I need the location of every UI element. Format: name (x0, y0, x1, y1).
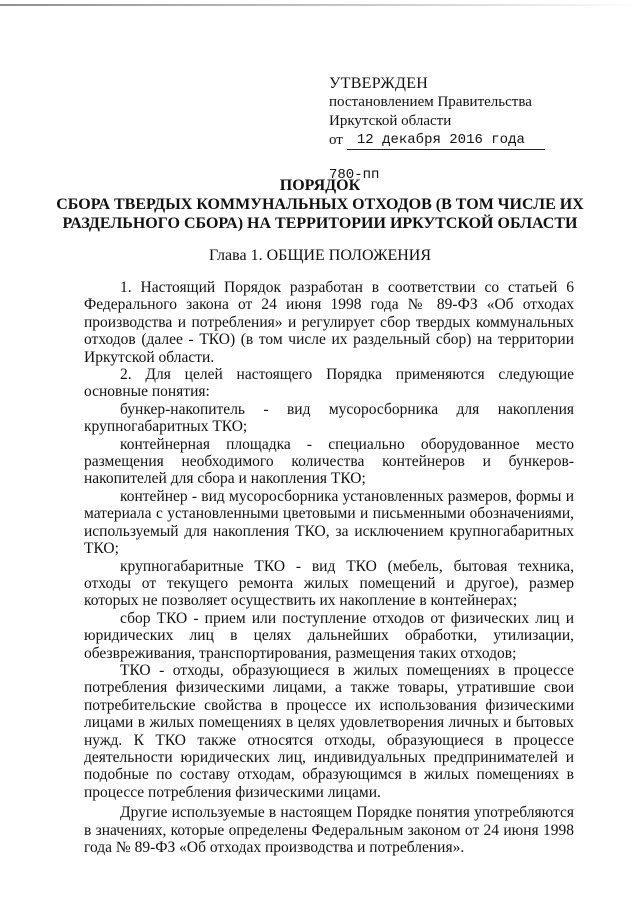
approval-number: 780-пп (329, 167, 380, 183)
title-line-2: СБОРА ТВЕРДЫХ КОММУНАЛЬНЫХ ОТХОДОВ (В ТОМ ЧИСЛЕ ИХ (56, 196, 584, 213)
paragraph-other-terms: Другие используемые в настоящем Порядке понятия употребляются в значениях, которые определены Федеральным законом от 24 июня 1998 года № 89-ФЗ «Об отходах производства и потребления». (84, 804, 574, 856)
paragraph-1: 1. Настоящий Порядок разработан в соответствии со статьей 6 Федерального закона от 24 июня 1998 года № 89-ФЗ «Об отходах производства и потребления» и регулирует сбор твердых коммунальных отходов (далее - ТКО) (в том числе их раздельный сбор) на территории Иркутской области. (84, 279, 574, 366)
document-title (40, 176, 600, 233)
definition-bulky-waste: крупногабаритные ТКО - вид ТКО (мебель, бытовая техника, отходы от текущего ремонта жилых помещений и другое), размер которых не позволяет осуществить их накопление в контейнерах; (84, 557, 574, 610)
document-body (84, 279, 574, 856)
definition-container-site: контейнерная площадка - специально оборудованное место размещения необходимого количества контейнеров и бункеров-накопителей для сбора и накопления ТКО; (84, 435, 574, 488)
scan-edge-line (0, 4, 640, 6)
approval-date-line (329, 131, 579, 150)
definition-tko: ТКО - отходы, образующиеся в жилых помещениях в процессе потребления физическими лицами, а также товары, утратившие свои потребительские свойства в процессе их использования физическими лицами в жилых помещениях в целях удовлетворения личных и бытовых нужд. К ТКО также относятся отходы, образующиеся в процессе деятельности юридических лиц, индивидуальных предпринимателей и подобные по составу отходам, образующимся в жилых помещениях в процессе потребления физическими лицами. (84, 661, 574, 801)
approval-stamp-block (329, 74, 579, 185)
approval-date: 12 декабря 2016 года (347, 132, 545, 150)
approval-line-1: постановлением Правительства (329, 94, 532, 110)
title-line-1: ПОРЯДОК (279, 177, 361, 194)
definition-collection: сбор ТКО - прием или поступление отходов от физических лиц и юридических лиц в целях дальнейших обработки, утилизации, обезвреживания, транспортирования, размещения таких отходов; (84, 609, 574, 662)
definition-container: контейнер - вид мусоросборника установленных размеров, формы и материала с установленными цветовыми и письменными обозначениями, используемый для накопления ТКО, за исключением крупногабаритных ТКО; (84, 487, 574, 558)
date-prefix: от (329, 132, 343, 148)
chapter-heading: Глава 1. ОБЩИЕ ПОЛОЖЕНИЯ (209, 247, 431, 264)
title-line-3: РАЗДЕЛЬНОГО СБОРА) НА ТЕРРИТОРИИ ИРКУТСКОЙ ОБЛАСТИ (62, 215, 578, 232)
paragraph-2: 2. Для целей настоящего Порядка применяются следующие основные понятия: (84, 366, 574, 401)
definition-bunker: бункер-накопитель - вид мусоросборника для накопления крупногабаритных ТКО; (84, 400, 574, 436)
approved-label: УТВЕРЖДЕН (329, 75, 429, 92)
approval-line-2: Иркутской области (329, 113, 452, 129)
